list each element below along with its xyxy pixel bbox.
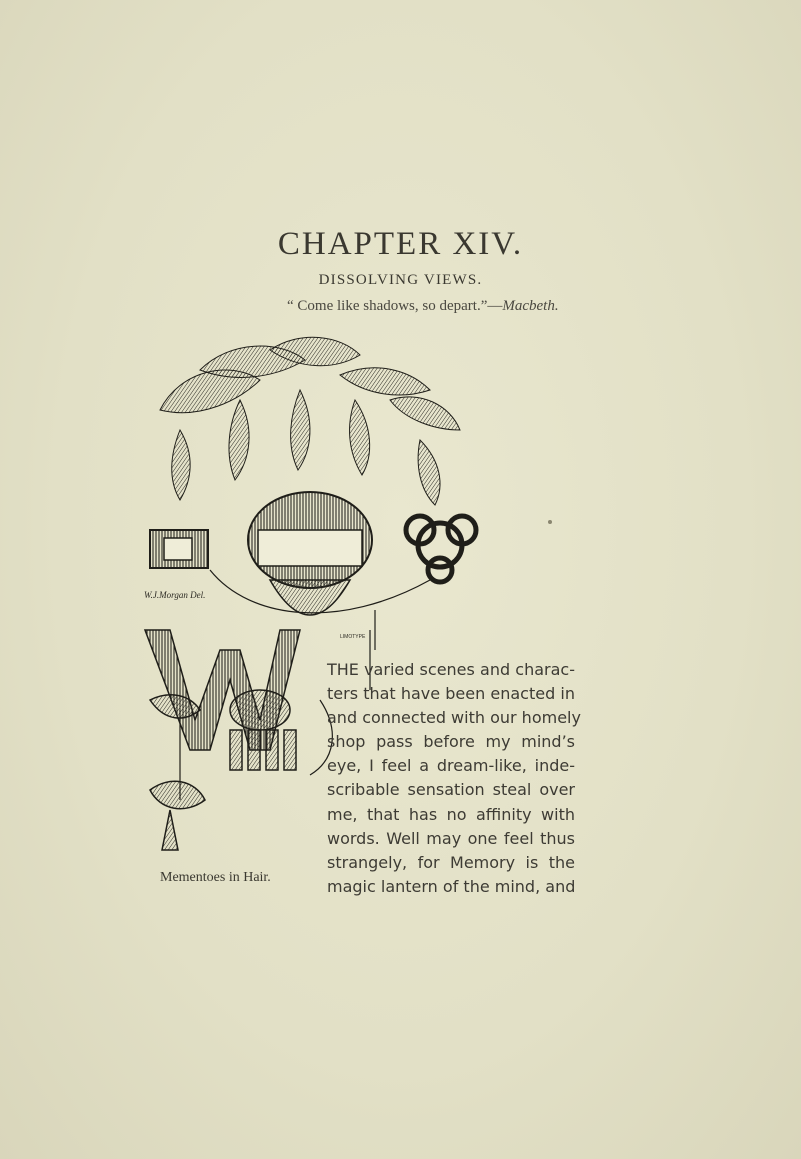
illustration-signature: W.J.Morgan Del.	[144, 590, 206, 600]
body-line: scribable sensation steal over	[327, 780, 575, 800]
body-line: and connected with our homely	[327, 708, 581, 728]
lower-pendants	[150, 690, 296, 850]
illustration-caption: Mementoes in Hair.	[160, 870, 271, 885]
body-line: strangely, for Memory is the	[327, 852, 575, 872]
epigraph	[287, 298, 559, 315]
central-locket	[248, 492, 372, 615]
body-line: shop pass before my mind’s	[327, 732, 575, 752]
right-knot-brooch	[406, 516, 476, 582]
body-line: me, that has no affinity with	[327, 804, 575, 824]
chapter-subtitle: DISSOLVING VIEWS.	[318, 272, 483, 288]
left-brooch	[150, 530, 208, 568]
engraver-mark: LIMOTYPE	[340, 634, 366, 640]
body-line: words. Well may one feel thus	[327, 828, 575, 848]
body-line: ters that have been enacted in	[327, 684, 575, 704]
body-line: eye, I feel a dream-like, inde-	[327, 756, 575, 776]
body-line: THE varied scenes and charac-	[327, 660, 575, 679]
epigraph-source: Macbeth.	[502, 298, 559, 314]
leaf-spray	[160, 337, 460, 505]
body-line: magic lantern of the mind, and	[327, 876, 576, 896]
paper-speck	[548, 520, 552, 524]
body-paragraph	[327, 658, 581, 899]
epigraph-quote: “ Come like shadows, so depart.”—	[287, 298, 503, 314]
chapter-title: CHAPTER XIV.	[277, 226, 524, 262]
